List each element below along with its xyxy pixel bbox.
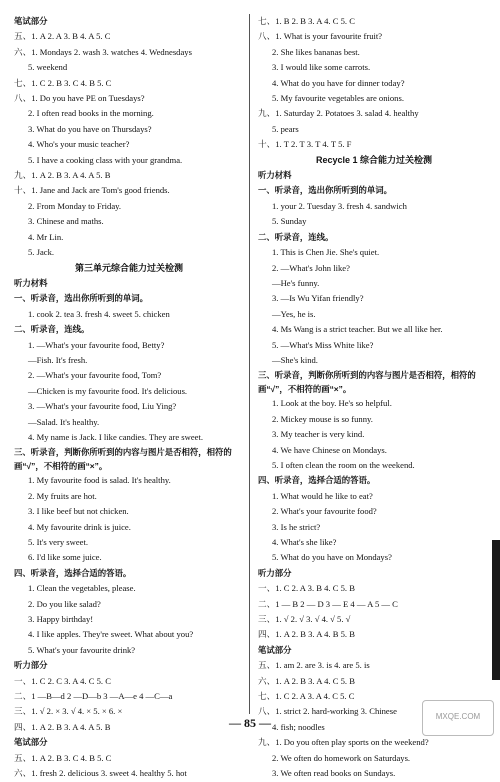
left-line-39: 4. I like apples. They're sweet. What about you?	[28, 629, 194, 640]
right-line-27: 4. We have Chinese on Mondays.	[272, 444, 387, 455]
left-line-30: 2. My fruits are hot.	[28, 490, 97, 501]
right-line-36: 一、1. C 2. A 3. B 4. C 5. B	[258, 583, 355, 594]
right-column	[258, 14, 490, 782]
right-line-14: 二、听录音，连线。	[258, 231, 334, 242]
left-line-48: 六、1. fresh 2. delicious 3. sweet 4. healthy 5. hot	[14, 768, 187, 779]
page-number: — 85 —	[229, 716, 271, 730]
left-line-46: 笔试部分	[14, 737, 48, 748]
right-line-32: 3. Is he strict?	[272, 521, 321, 532]
right-line-13: 5. Sunday	[272, 216, 307, 227]
left-line-4: 七、1. C 2. B 3. C 4. B 5. C	[14, 77, 112, 88]
left-line-47: 五、1. A 2. B 3. C 4. B 5. C	[14, 752, 112, 763]
left-line-16: 第三单元综合能力过关检测	[74, 262, 183, 273]
left-line-26: —Salad. It's healthy.	[28, 416, 100, 427]
left-line-32: 4. My favourite drink is juice.	[28, 521, 131, 532]
left-line-13: 3. Chinese and maths.	[28, 216, 104, 227]
right-line-3: 3. I would like some carrots.	[272, 62, 371, 73]
right-line-31: 2. What's your favourite food?	[272, 506, 377, 517]
left-line-3: 5. weekend	[28, 62, 68, 73]
left-line-34: 6. I'd like some juice.	[28, 552, 102, 563]
left-line-1: 五、1. A 2. A 3. B 4. A 5. C	[14, 31, 111, 42]
right-line-15: 1. This is Chen Jie. She's quiet.	[272, 247, 380, 258]
right-line-42: 六、1. A 2. B 3. A 4. C 5. B	[258, 675, 355, 686]
left-line-23: 2. —What's your favourite food, Tom?	[28, 370, 162, 381]
right-line-19: —Yes, he is.	[272, 308, 316, 319]
right-line-41: 五、1. am 2. are 3. is 4. are 5. is	[258, 660, 370, 671]
right-line-30: 1. What would he like to eat?	[272, 490, 373, 501]
left-line-40: 5. What's your favourite drink?	[28, 644, 136, 655]
left-line-35: 四、听录音，选择合适的答语。	[14, 567, 132, 578]
left-line-38: 3. Happy birthday!	[28, 614, 94, 625]
left-line-15: 5. Jack.	[28, 247, 55, 258]
left-line-28: 三、听录音，判断你所听到的内容与图片是否相符，相符的画“√”，不相符的画“×”。	[14, 447, 232, 472]
left-line-6: 2. I often read books in the morning.	[28, 108, 154, 119]
left-line-31: 3. I like beef but not chicken.	[28, 506, 129, 517]
page-edge-mark	[492, 540, 500, 680]
left-line-27: 4. My name is Jack. I like candies. They are sweet.	[28, 431, 204, 442]
right-line-40: 笔试部分	[258, 644, 292, 655]
left-line-42: 一、1. C 2. C 3. A 4. C 5. C	[14, 675, 111, 686]
left-line-8: 4. Who's your music teacher?	[28, 139, 130, 150]
left-line-20: 二、听录音，连线。	[14, 324, 90, 335]
right-line-37: 二、1 — B 2 — D 3 — E 4 — A 5 — C	[258, 598, 398, 609]
right-line-29: 四、听录音，选择合适的答语。	[258, 475, 376, 486]
right-line-25: 2. Mickey mouse is so funny.	[272, 413, 373, 424]
right-line-39: 四、1. A 2. B 3. A 4. B 5. B	[258, 629, 355, 640]
left-line-21: 1. —What's your favourite food, Betty?	[28, 339, 165, 350]
right-line-23: 三、听录音，判断你所听到的内容与图片是否相符，相符的画“√”，不相符的画“×”。	[258, 370, 476, 395]
left-line-45: 四、1. A 2. B 3. A 4. A 5. B	[14, 721, 111, 732]
right-line-28: 5. I often clean the room on the weekend.	[272, 459, 415, 470]
column-divider	[249, 14, 250, 714]
right-line-2: 2. She likes bananas best.	[272, 46, 360, 57]
right-line-45: 4. fish; noodles	[272, 721, 325, 732]
left-line-14: 4. Mr Lin.	[28, 231, 64, 242]
right-line-0: 七、1. B 2. B 3. A 4. C 5. C	[258, 16, 355, 26]
left-line-9: 5. I have a cooking class with your grandma.	[28, 154, 183, 165]
right-line-22: —She's kind.	[272, 354, 318, 365]
left-line-43: 二、1 —B—d 2 —D—b 3 —A—e 4 —C—a	[14, 691, 173, 702]
left-line-11: 十、1. Jane and Jack are Tom's good friends.	[14, 185, 170, 196]
left-line-17: 听力材料	[14, 277, 48, 288]
left-line-37: 2. Do you like salad?	[28, 598, 101, 609]
right-line-16: 2. —What's John like?	[272, 262, 350, 273]
left-line-22: —Fish. It's fresh.	[28, 354, 88, 365]
right-line-44: 八、1. strict 2. hard-working 3. Chinese	[258, 706, 397, 717]
right-line-43: 七、1. C 2. A 3. A 4. C 5. C	[258, 691, 355, 702]
left-line-24: —Chicken is my favourite food. It's delicious.	[28, 385, 188, 396]
left-line-41: 听力部分	[14, 660, 48, 671]
left-column	[14, 14, 244, 782]
watermark-logo: MXQE.COM	[422, 700, 494, 736]
left-line-7: 3. What do you have on Thursdays?	[28, 123, 152, 134]
right-line-46: 九、1. Do you often play sports on the weekend?	[258, 737, 429, 748]
right-line-48: 3. We often read books on Sundays.	[272, 768, 396, 779]
right-line-20: 4. Ms Wang is a strict teacher. But we all like her.	[272, 324, 443, 335]
right-line-26: 3. My teacher is very kind.	[272, 429, 365, 440]
left-line-5: 八、1. Do you have PE on Tuesdays?	[14, 93, 145, 104]
right-line-9: Recycle 1 综合能力过关检测	[315, 154, 433, 165]
left-line-33: 5. It's very sweet.	[28, 537, 89, 547]
right-line-24: 1. Look at the boy. He's so helpful.	[272, 398, 392, 409]
right-line-47: 2. We often do homework on Saturdays.	[272, 752, 411, 763]
left-line-29: 1. My favourite food is salad. It's healthy.	[28, 475, 171, 486]
right-line-5: 5. My favourite vegetables are onions.	[272, 93, 404, 104]
right-line-17: —He's funny.	[272, 277, 320, 288]
right-line-7: 5. pears	[272, 123, 299, 134]
right-line-21: 5. —What's Miss White like?	[272, 339, 374, 350]
left-line-0: 笔试部分	[14, 16, 48, 26]
left-line-25: 3. —What's your favourite food, Liu Ying?	[28, 401, 177, 412]
right-line-35: 听力部分	[258, 567, 292, 578]
right-line-38: 三、1. √ 2. √ 3. √ 4. √ 5. √	[258, 614, 351, 625]
right-line-12: 1. your 2. Tuesday 3. fresh 4. sandwich	[272, 200, 407, 211]
right-line-10: 听力材料	[258, 170, 292, 181]
right-line-18: 3. —Is Wu Yifan friendly?	[272, 293, 364, 304]
left-line-36: 1. Clean the vegetables, please.	[28, 583, 136, 594]
right-line-1: 八、1. What is your favourite fruit?	[258, 31, 383, 42]
left-line-10: 九、1. A 2. B 3. A 4. A 5. B	[14, 170, 111, 181]
right-line-8: 十、1. T 2. T 3. T 4. T 5. F	[258, 139, 352, 150]
right-line-4: 4. What do you have for dinner today?	[272, 77, 405, 88]
right-line-34: 5. What do you have on Mondays?	[272, 552, 392, 563]
right-line-11: 一、听录音，选出你所听到的单词。	[258, 185, 392, 196]
right-line-33: 4. What's she like?	[272, 537, 337, 547]
left-line-2: 六、1. Mondays 2. wash 3. watches 4. Wednesdays	[14, 46, 192, 57]
left-line-12: 2. From Monday to Friday.	[28, 200, 122, 211]
left-line-44: 三、1. √ 2. × 3. √ 4. × 5. × 6. ×	[14, 706, 123, 717]
left-line-18: 一、听录音，选出你所听到的单词。	[14, 293, 148, 304]
right-line-6: 九、1. Saturday 2. Potatoes 3. salad 4. healthy	[258, 108, 419, 119]
left-line-19: 1. cook 2. tea 3. fresh 4. sweet 5. chicken	[28, 308, 170, 319]
